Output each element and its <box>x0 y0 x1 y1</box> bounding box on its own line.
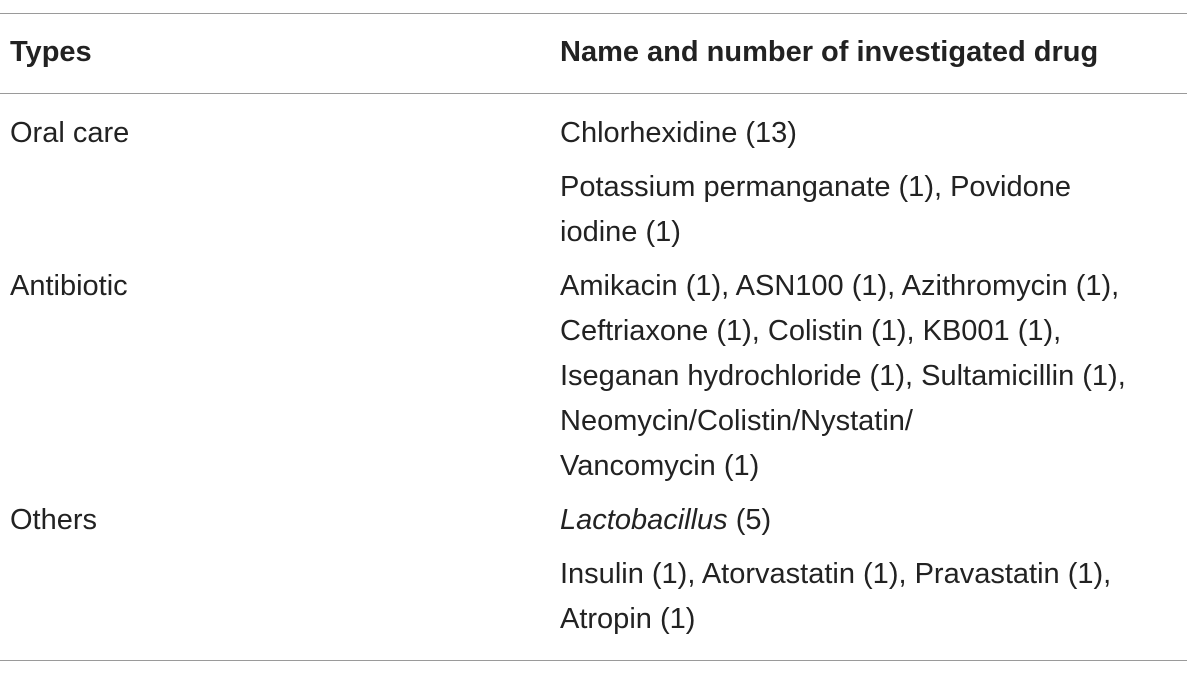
drug-entry-line: Ceftriaxone (1), Colistin (1), KB001 (1), <box>560 315 1062 347</box>
drug-entry-line: Chlorhexidine (13) <box>560 117 797 149</box>
row-type-antibiotic: Antibiotic <box>10 270 128 302</box>
drug-entry-line: Vancomycin (1) <box>560 450 760 482</box>
drug-name-italic: Lactobacillus <box>560 504 728 536</box>
header-types: Types <box>10 36 92 68</box>
drug-entry-line: Insulin (1), Atorvastatin (1), Pravastatin (1), <box>560 558 1112 590</box>
drug-entry-line: Atropin (1) <box>560 603 696 635</box>
drug-entry-line: Potassium permanganate (1), Povidone <box>560 171 1072 203</box>
header-drug-names: Name and number of investigated drug <box>560 36 1099 68</box>
drug-entry-line: Amikacin (1), ASN100 (1), Azithromycin (1), <box>560 270 1120 302</box>
drug-entry-line: Iseganan hydrochloride (1), Sultamicillin (1), <box>560 360 1126 392</box>
row-type-others: Others <box>10 504 98 536</box>
table-top-rule <box>0 13 1187 14</box>
table-header-rule <box>0 93 1187 94</box>
row-type-oral-care: Oral care <box>10 117 130 149</box>
drug-count: (5) <box>727 504 772 536</box>
drug-entry-line: iodine (1) <box>560 216 681 248</box>
table-bottom-rule <box>0 660 1187 661</box>
drug-entry-line <box>560 498 771 543</box>
drug-entry-line: Neomycin/Colistin/Nystatin/ <box>560 405 913 437</box>
